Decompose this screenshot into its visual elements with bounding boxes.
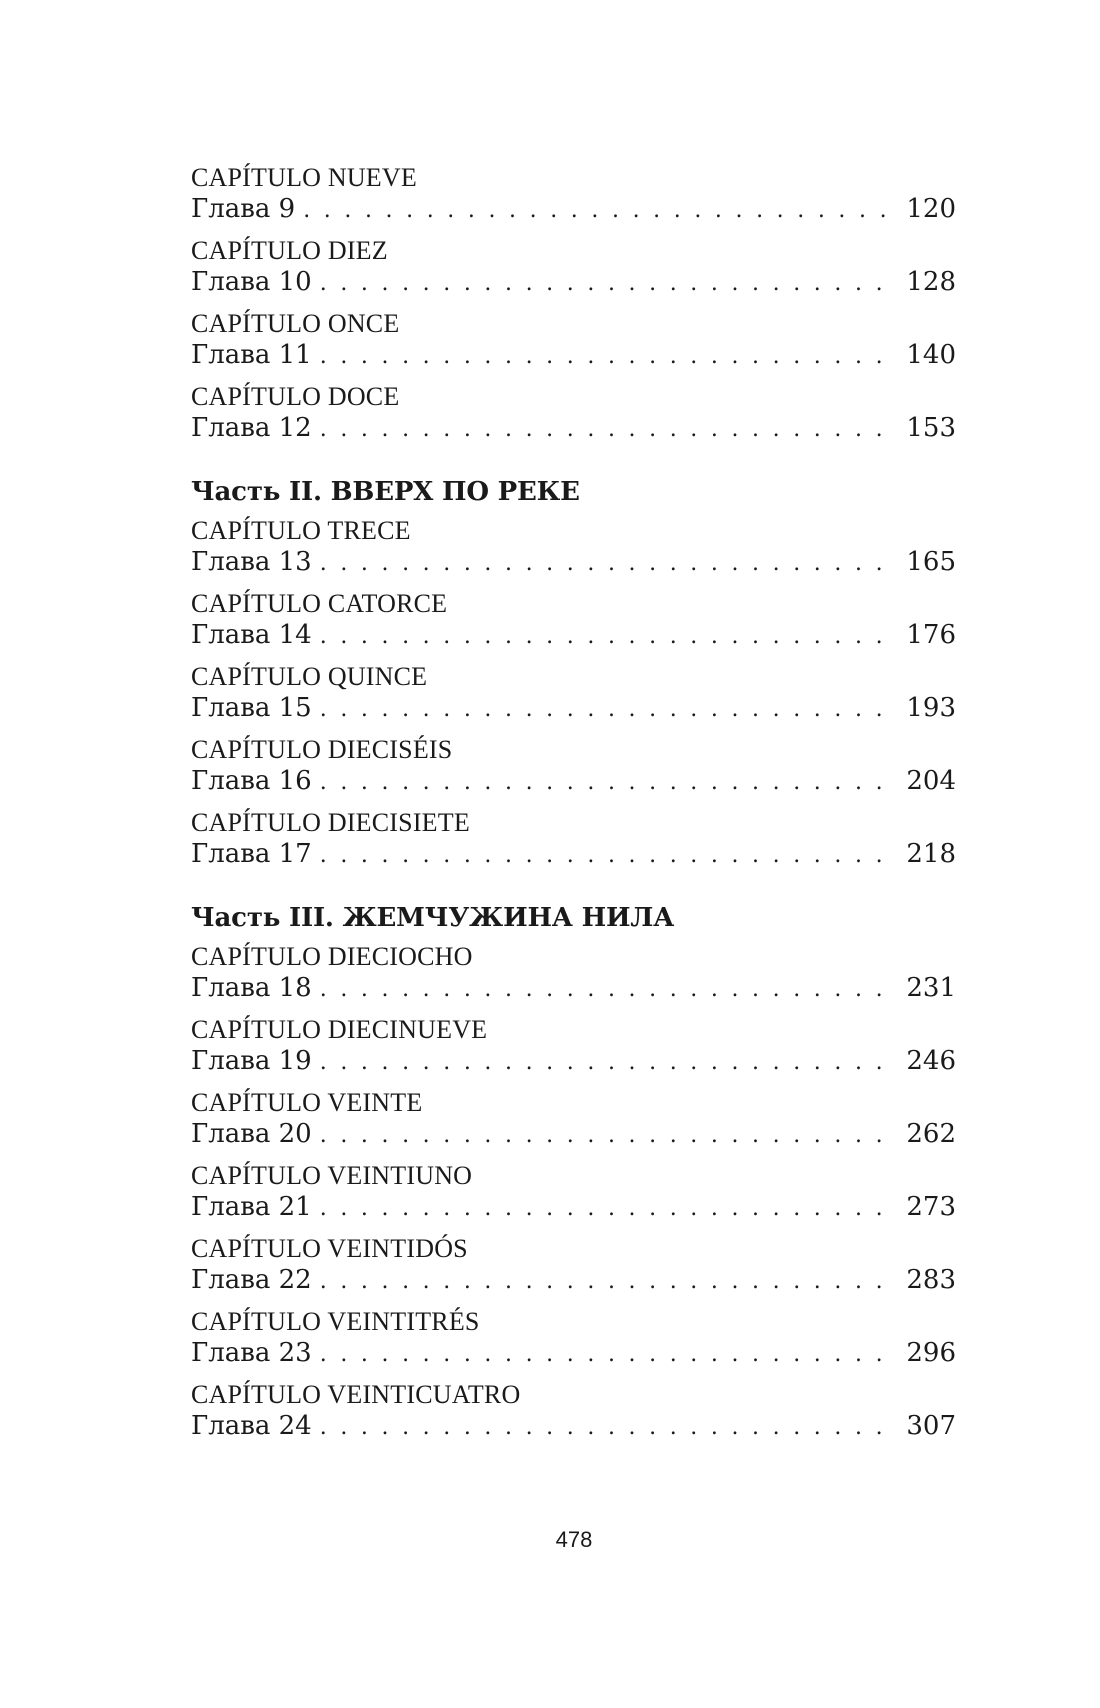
dot-leader <box>320 1120 899 1152</box>
page-number: 262 <box>906 1119 956 1149</box>
dot-leader <box>320 767 899 799</box>
toc-entry-chapter-11[interactable] <box>191 309 956 373</box>
toc-line <box>191 1410 956 1444</box>
page-number: 307 <box>906 1411 956 1441</box>
toc-line <box>191 1337 956 1371</box>
page-number: 296 <box>906 1338 956 1368</box>
chapter-title: CAPÍTULO CATORCE <box>191 589 448 618</box>
chapter-title: CAPÍTULO TRECE <box>191 516 411 545</box>
dot-leader <box>320 694 899 726</box>
chapter-label: Глава 9 <box>191 194 296 224</box>
page-folio: 478 <box>555 1527 593 1552</box>
toc-line <box>191 1118 956 1152</box>
toc-entry-chapter-10[interactable] <box>191 236 956 300</box>
chapter-title: CAPÍTULO DIEZ <box>191 236 388 265</box>
part-heading-2[interactable]: Часть II. ВВЕРХ ПО РЕКЕ <box>191 477 580 507</box>
chapter-label: Глава 24 <box>191 1411 312 1441</box>
toc-entry-chapter-20[interactable] <box>191 1088 956 1152</box>
page-number: 204 <box>906 766 956 796</box>
toc-line <box>191 546 956 580</box>
chapter-label: Глава 10 <box>191 267 312 297</box>
toc-entry-chapter-9[interactable] <box>191 163 956 227</box>
chapter-label: Глава 13 <box>191 547 312 577</box>
page-number: 153 <box>906 413 956 443</box>
chapter-title: CAPÍTULO VEINTIUNO <box>191 1161 473 1190</box>
toc-line <box>191 1191 956 1225</box>
chapter-title: CAPÍTULO NUEVE <box>191 163 417 192</box>
dot-leader <box>320 1193 899 1225</box>
toc-entry-chapter-18[interactable] <box>191 942 956 1006</box>
toc-line <box>191 193 956 227</box>
chapter-title: CAPÍTULO DOCE <box>191 382 400 411</box>
toc-line <box>191 619 956 653</box>
dot-leader <box>320 840 899 872</box>
chapter-label: Глава 18 <box>191 973 312 1003</box>
toc-line <box>191 692 956 726</box>
page-number: 193 <box>906 693 956 723</box>
dot-leader <box>320 621 899 653</box>
dot-leader <box>320 268 899 300</box>
dot-leader <box>303 195 898 227</box>
dot-leader <box>320 1047 899 1079</box>
page-number: 231 <box>906 973 956 1003</box>
chapter-title: CAPÍTULO DIECISÉIS <box>191 735 453 764</box>
toc-entry-chapter-17[interactable] <box>191 808 956 872</box>
toc-line <box>191 972 956 1006</box>
toc-entry-chapter-13[interactable] <box>191 516 956 580</box>
toc-line <box>191 765 956 799</box>
toc-line <box>191 266 956 300</box>
toc-line <box>191 838 956 872</box>
toc-line <box>191 412 956 446</box>
part-heading-3[interactable]: Часть III. ЖЕМЧУЖИНА НИЛА <box>191 903 675 933</box>
page-number: 246 <box>906 1046 956 1076</box>
toc-line <box>191 339 956 373</box>
toc-entry-chapter-22[interactable] <box>191 1234 956 1298</box>
page-number: 165 <box>906 547 956 577</box>
chapter-label: Глава 14 <box>191 620 312 650</box>
chapter-title: CAPÍTULO ONCE <box>191 309 400 338</box>
dot-leader <box>320 548 899 580</box>
toc-entry-chapter-14[interactable] <box>191 589 956 653</box>
page-number: 120 <box>906 194 956 224</box>
chapter-label: Глава 20 <box>191 1119 312 1149</box>
dot-leader <box>320 341 899 373</box>
toc-entry-chapter-19[interactable] <box>191 1015 956 1079</box>
chapter-title: CAPÍTULO VEINTITRÉS <box>191 1307 480 1336</box>
chapter-title: CAPÍTULO DIECISIETE <box>191 808 470 837</box>
chapter-label: Глава 23 <box>191 1338 312 1368</box>
chapter-label: Глава 22 <box>191 1265 312 1295</box>
chapter-title: CAPÍTULO DIECINUEVE <box>191 1015 488 1044</box>
dot-leader <box>320 414 899 446</box>
dot-leader <box>320 974 899 1006</box>
chapter-title: CAPÍTULO DIECIOCHO <box>191 942 473 971</box>
page-number: 128 <box>906 267 956 297</box>
dot-leader <box>320 1266 899 1298</box>
dot-leader <box>320 1339 899 1371</box>
chapter-label: Глава 15 <box>191 693 312 723</box>
toc-line <box>191 1045 956 1079</box>
chapter-label: Глава 21 <box>191 1192 312 1222</box>
chapter-title: CAPÍTULO VEINTIDÓS <box>191 1234 468 1263</box>
page-number: 273 <box>906 1192 956 1222</box>
table-of-contents <box>191 163 956 1453</box>
toc-entry-chapter-16[interactable] <box>191 735 956 799</box>
chapter-label: Глава 17 <box>191 839 312 869</box>
page-number: 283 <box>906 1265 956 1295</box>
dot-leader <box>320 1412 899 1444</box>
page-number: 218 <box>906 839 956 869</box>
toc-entry-chapter-12[interactable] <box>191 382 956 446</box>
toc-entry-chapter-21[interactable] <box>191 1161 956 1225</box>
page-number: 140 <box>906 340 956 370</box>
chapter-title: CAPÍTULO QUINCE <box>191 662 428 691</box>
toc-line <box>191 1264 956 1298</box>
toc-entry-chapter-23[interactable] <box>191 1307 956 1371</box>
chapter-label: Глава 11 <box>191 340 312 370</box>
chapter-title: CAPÍTULO VEINTE <box>191 1088 423 1117</box>
chapter-label: Глава 12 <box>191 413 312 443</box>
toc-entry-chapter-15[interactable] <box>191 662 956 726</box>
chapter-title: CAPÍTULO VEINTICUATRO <box>191 1380 521 1409</box>
chapter-label: Глава 16 <box>191 766 312 796</box>
page-number: 176 <box>906 620 956 650</box>
chapter-label: Глава 19 <box>191 1046 312 1076</box>
toc-entry-chapter-24[interactable] <box>191 1380 956 1444</box>
